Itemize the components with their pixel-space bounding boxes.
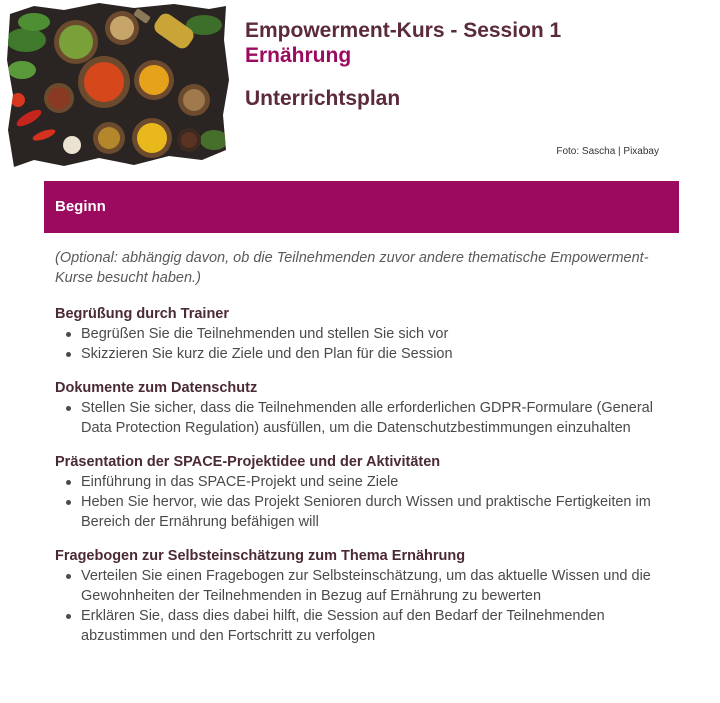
spices-photo [4, 0, 232, 172]
list-item: Stellen Sie sicher, dass die Teilnehmenden alle erforderlichen GDPR-Formulare (General Data Protection Regulation) ausfüllen, um die Datenschutzbestimmungen einzuhalten [81, 398, 680, 438]
optional-note: (Optional: abhängig davon, ob die Teilnehmenden zuvor andere thematische Empowerment-Kurse besucht haben.) [55, 250, 649, 286]
section-title: Präsentation der SPACE-Projektidee und der Aktivitäten [55, 454, 441, 470]
page-title: Unterrichtsplan [245, 87, 401, 110]
bullet-list [55, 566, 680, 646]
list-item: Begrüßen Sie die Teilnehmenden und stellen Sie sich vor [81, 324, 680, 344]
section-banner: Beginn [44, 181, 679, 233]
section-title: Dokumente zum Datenschutz [55, 380, 258, 396]
section-project [55, 452, 680, 532]
bullet-list [55, 472, 680, 532]
photo-credit: Foto: Sascha | Pixabay [556, 146, 659, 157]
list-item: Heben Sie hervor, wie das Projekt Senioren durch Wissen und praktische Fertigkeiten im Bereich der Ernährung befähigen will [81, 492, 680, 532]
title-block [245, 18, 561, 111]
lesson-content [55, 248, 680, 660]
section-questionnaire [55, 546, 680, 646]
bullet-list [55, 324, 680, 364]
section-title: Fragebogen zur Selbsteinschätzung zum Thema Ernährung [55, 548, 466, 564]
section-privacy [55, 378, 680, 438]
list-item: Verteilen Sie einen Fragebogen zur Selbsteinschätzung, um das aktuelle Wissen und die Gewohnheiten der Teilnehmenden in Bezug auf Ernährung zu bewerten [81, 566, 680, 606]
course-title: Empowerment-Kurs - Session 1 [245, 19, 562, 42]
list-item: Skizzieren Sie kurz die Ziele und den Plan für die Session [81, 344, 680, 364]
section-title: Begrüßung durch Trainer [55, 306, 230, 322]
course-topic: Ernährung [245, 44, 352, 67]
section-greeting [55, 304, 680, 364]
list-item: Erklären Sie, dass dies dabei hilft, die Session auf den Bedarf der Teilnehmenden abzustimmen und den Fortschritt zu verfolgen [81, 606, 680, 646]
bullet-list [55, 398, 680, 438]
list-item: Einführung in das SPACE-Projekt und seine Ziele [81, 472, 680, 492]
